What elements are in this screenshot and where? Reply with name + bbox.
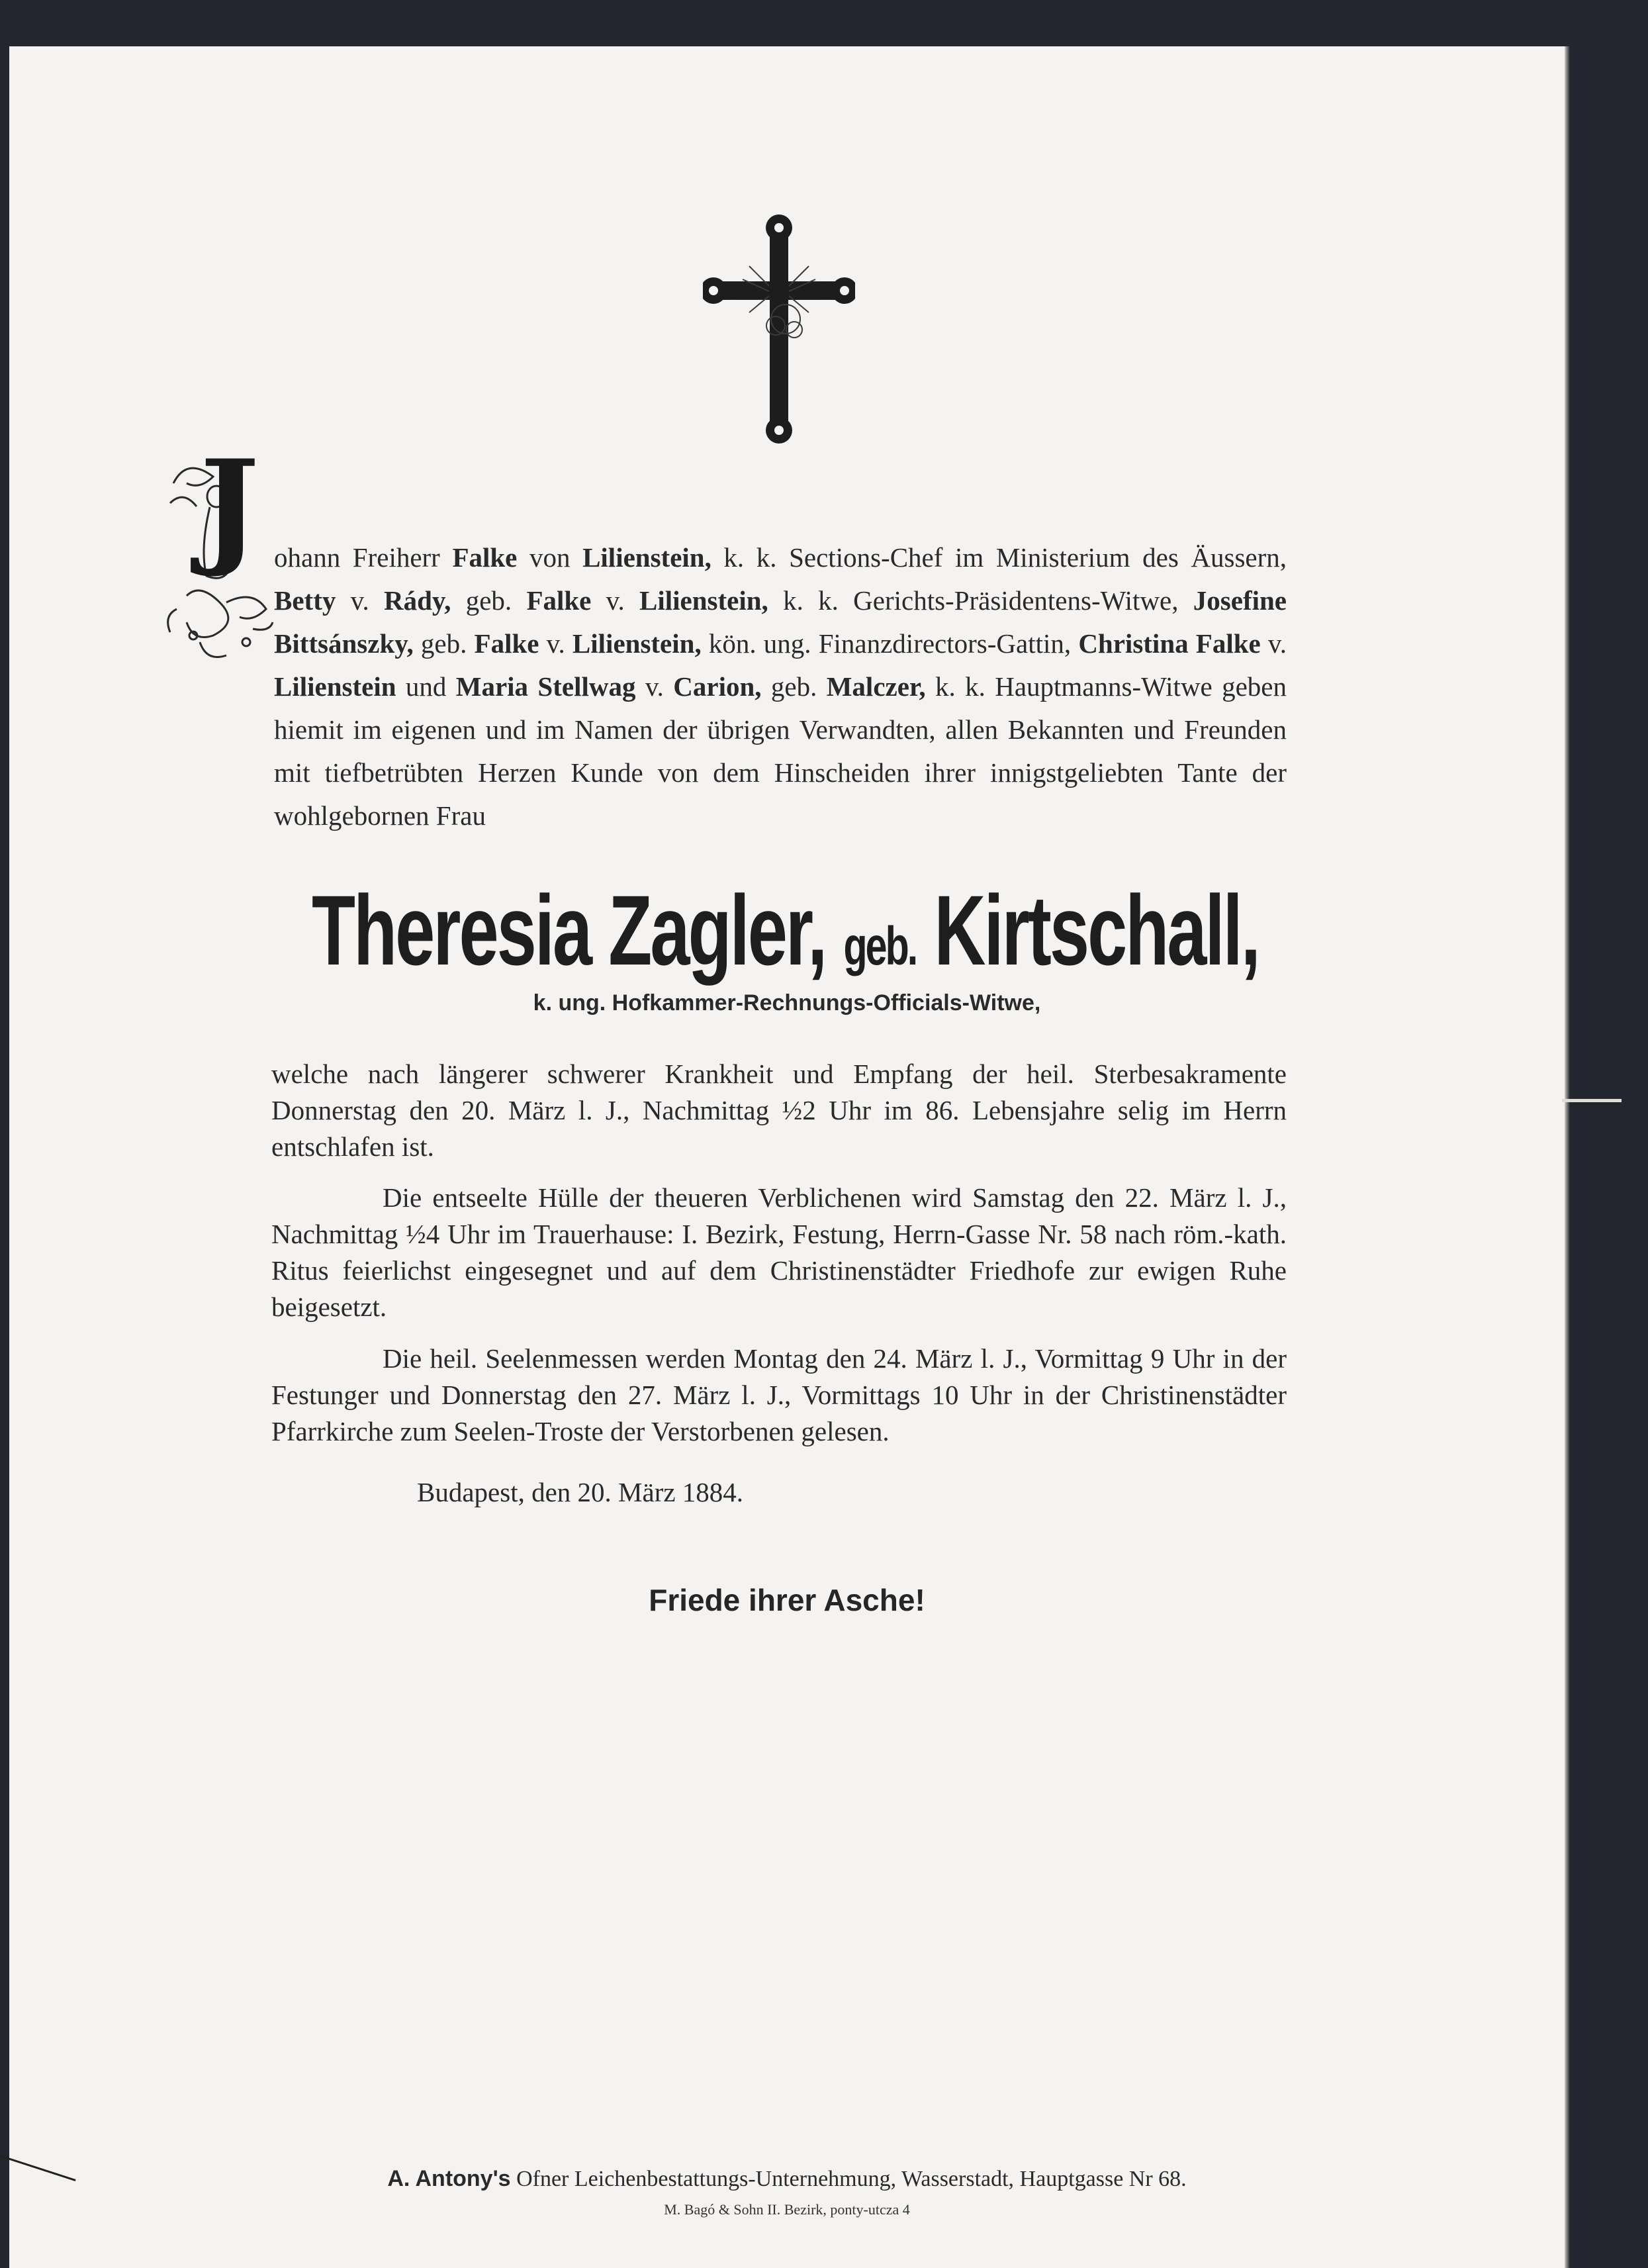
body-paragraph-2: Die entseelte Hülle der theueren Verblichenen wird Samstag den 22. März l. J., Nachmittag ½4 Uhr im Trauerhause: I. Bezirk, Festung, Herrn-Gasse Nr. 58 nach röm.-kath. Ritus feierlichst eingesegnet und auf dem Christinenstädter Friedhofe zur ewigen Ruhe beigesetzt. [271,1182,1287,1322]
undertaker-line: A. Antony's Ofner Leichenbestattungs-Unternehmung, Wasserstadt, Hauptgasse Nr 68. [387,2166,1187,2191]
closing-line: Friede ihrer Asche! [649,1583,925,1617]
intro-paragraph: ohann Freiherr Falke von Lilienstein, k. k. Sections-Chef im Ministerium des Äussern, Betty v. Rády, geb. Falke v. Lilienstein, k. k. Gerichts-Präsidentens-Witwe, Josefine Bittsánszky, geb. Falke v. Lilienstein, kön. ung. Finanzdirectors-Gattin, Christina Falke v. Lilienstein und Maria Stellwag v. Carion, geb. Malczer, k. k. Hauptmanns-Witwe geben hiemit im eigenen und im Namen der übrigen Verwandten, allen Bekannten und Freunden mit tiefbetrübten Herzen Kunde von dem Hinscheiden ihrer innigstgeliebten Tante der wohlgebornen Frau [274,542,1287,831]
deceased-title: k. ung. Hofkammer-Rechnungs-Officials-Witwe, [533,990,1041,1016]
initial-letter-j: J [200,432,259,580]
ornamental-cross-icon [703,213,855,445]
printer-line: M. Bagó & Sohn II. Bezirk, ponty-utcza 4 [664,2201,910,2218]
paper-sheet [9,46,1565,2268]
deceased-name: Theresia Zagler, geb. Kirtschall, [312,874,1259,986]
fold-mark [1562,1099,1622,1102]
page-edge [1565,46,1570,2268]
body-paragraph-3: Die heil. Seelenmessen werden Montag den 24. März l. J., Vormittag 9 Uhr in der Festunger und Donnerstag den 27. März l. J., Vormittags 10 Uhr in der Christinenstädter Pfarrkirche zum Seelen-Troste der Verstorbenen gelesen. [271,1343,1287,1446]
body-paragraph-1: welche nach längerer schwerer Krankheit und Empfang der heil. Sterbesakramente Donnerstag den 20. März l. J., Nachmittag ½2 Uhr im 86. Lebensjahre selig im Herrn entschlafen ist. [271,1059,1287,1162]
angel-initial-ornament [160,432,293,675]
place-date: Budapest, den 20. März 1884. [417,1477,744,1507]
